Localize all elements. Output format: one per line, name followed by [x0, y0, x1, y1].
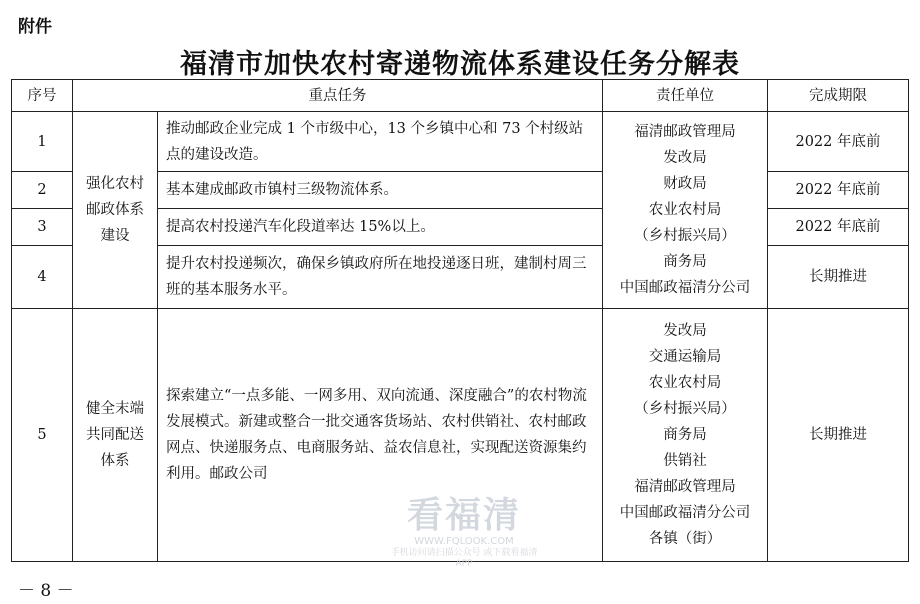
category-line: 共同配送 [86, 427, 144, 443]
column-header-deadline: 完成期限 [768, 80, 909, 112]
deadline-cell: 2022 年底前 [768, 209, 909, 246]
table-row [12, 112, 909, 172]
site-watermark [384, 496, 544, 570]
attachment-label: 附件 [18, 17, 52, 37]
category-line: 强化农村 [86, 176, 144, 192]
unit-line: （乡村振兴局） [634, 401, 736, 417]
watermark-logo: 看福清 [406, 495, 521, 536]
category-cell [73, 112, 158, 309]
row-number: 2 [12, 172, 73, 209]
deadline-cell: 长期推进 [768, 246, 909, 309]
column-header-no: 序号 [12, 80, 73, 112]
deadline-cell: 2022 年底前 [768, 112, 909, 172]
task-text: 基本建成邮政市镇村三级物流体系。 [158, 172, 603, 209]
unit-line: 财政局 [663, 176, 707, 192]
unit-line: 福清邮政管理局 [634, 479, 736, 495]
category-line: 邮政体系 [86, 202, 144, 218]
task-text: 探索建立“一点多能、一网多用、双向流通、深度融合”的农村物流发展模式。新建或整合一批交通客货场站、农村供销社、农村邮政网点、快递服务点、电商服务站、益农信息社，实现配送资源集约利用。邮政公司 [158, 309, 603, 562]
unit-line: 供销社 [663, 453, 707, 469]
responsible-units-cell [603, 112, 768, 309]
row-number: 5 [12, 309, 73, 562]
unit-line: 发改局 [663, 150, 707, 166]
unit-line: 农业农村局 [648, 375, 722, 391]
table-header-row [12, 80, 909, 112]
column-header-unit: 责任单位 [603, 80, 768, 112]
task-text: 提升农村投递频次，确保乡镇政府所在地投递逐日班，建制村周三班的基本服务水平。 [158, 246, 603, 309]
watermark-tip: 手机访问请扫描公众号 或下载看福清APP [390, 548, 538, 569]
watermark-url: WWW.FQLOOK.COM [414, 536, 514, 547]
deadline-cell: 2022 年底前 [768, 172, 909, 209]
row-number: 1 [12, 112, 73, 172]
category-line: 建设 [100, 228, 130, 244]
row-number: 3 [12, 209, 73, 246]
unit-line: 商务局 [663, 427, 707, 443]
column-header-task: 重点任务 [73, 80, 603, 112]
page-number: － 8 － [18, 581, 74, 601]
page-title: 福清市加快农村寄递物流体系建设任务分解表 [180, 49, 740, 80]
task-text: 提高农村投递汽车化段道率达 15%以上。 [158, 209, 603, 246]
category-line: 健全末端 [86, 401, 144, 417]
category-cell [73, 309, 158, 562]
unit-line: 发改局 [663, 323, 707, 339]
unit-line: 交通运输局 [648, 349, 722, 365]
row-number: 4 [12, 246, 73, 309]
unit-line: 福清邮政管理局 [634, 124, 736, 140]
unit-line: （乡村振兴局） [634, 228, 736, 244]
task-table [11, 79, 909, 562]
unit-line: 各镇（街） [648, 531, 722, 547]
category-line: 体系 [100, 453, 130, 469]
unit-line: 农业农村局 [648, 202, 722, 218]
responsible-units-cell [603, 309, 768, 562]
unit-line: 中国邮政福清分公司 [619, 505, 751, 521]
unit-line: 中国邮政福清分公司 [619, 280, 751, 296]
unit-line: 商务局 [663, 254, 707, 270]
deadline-cell: 长期推进 [768, 309, 909, 562]
task-text: 推动邮政企业完成 1 个市级中心，13 个乡镇中心和 73 个村级站点的建设改造。 [158, 112, 603, 172]
